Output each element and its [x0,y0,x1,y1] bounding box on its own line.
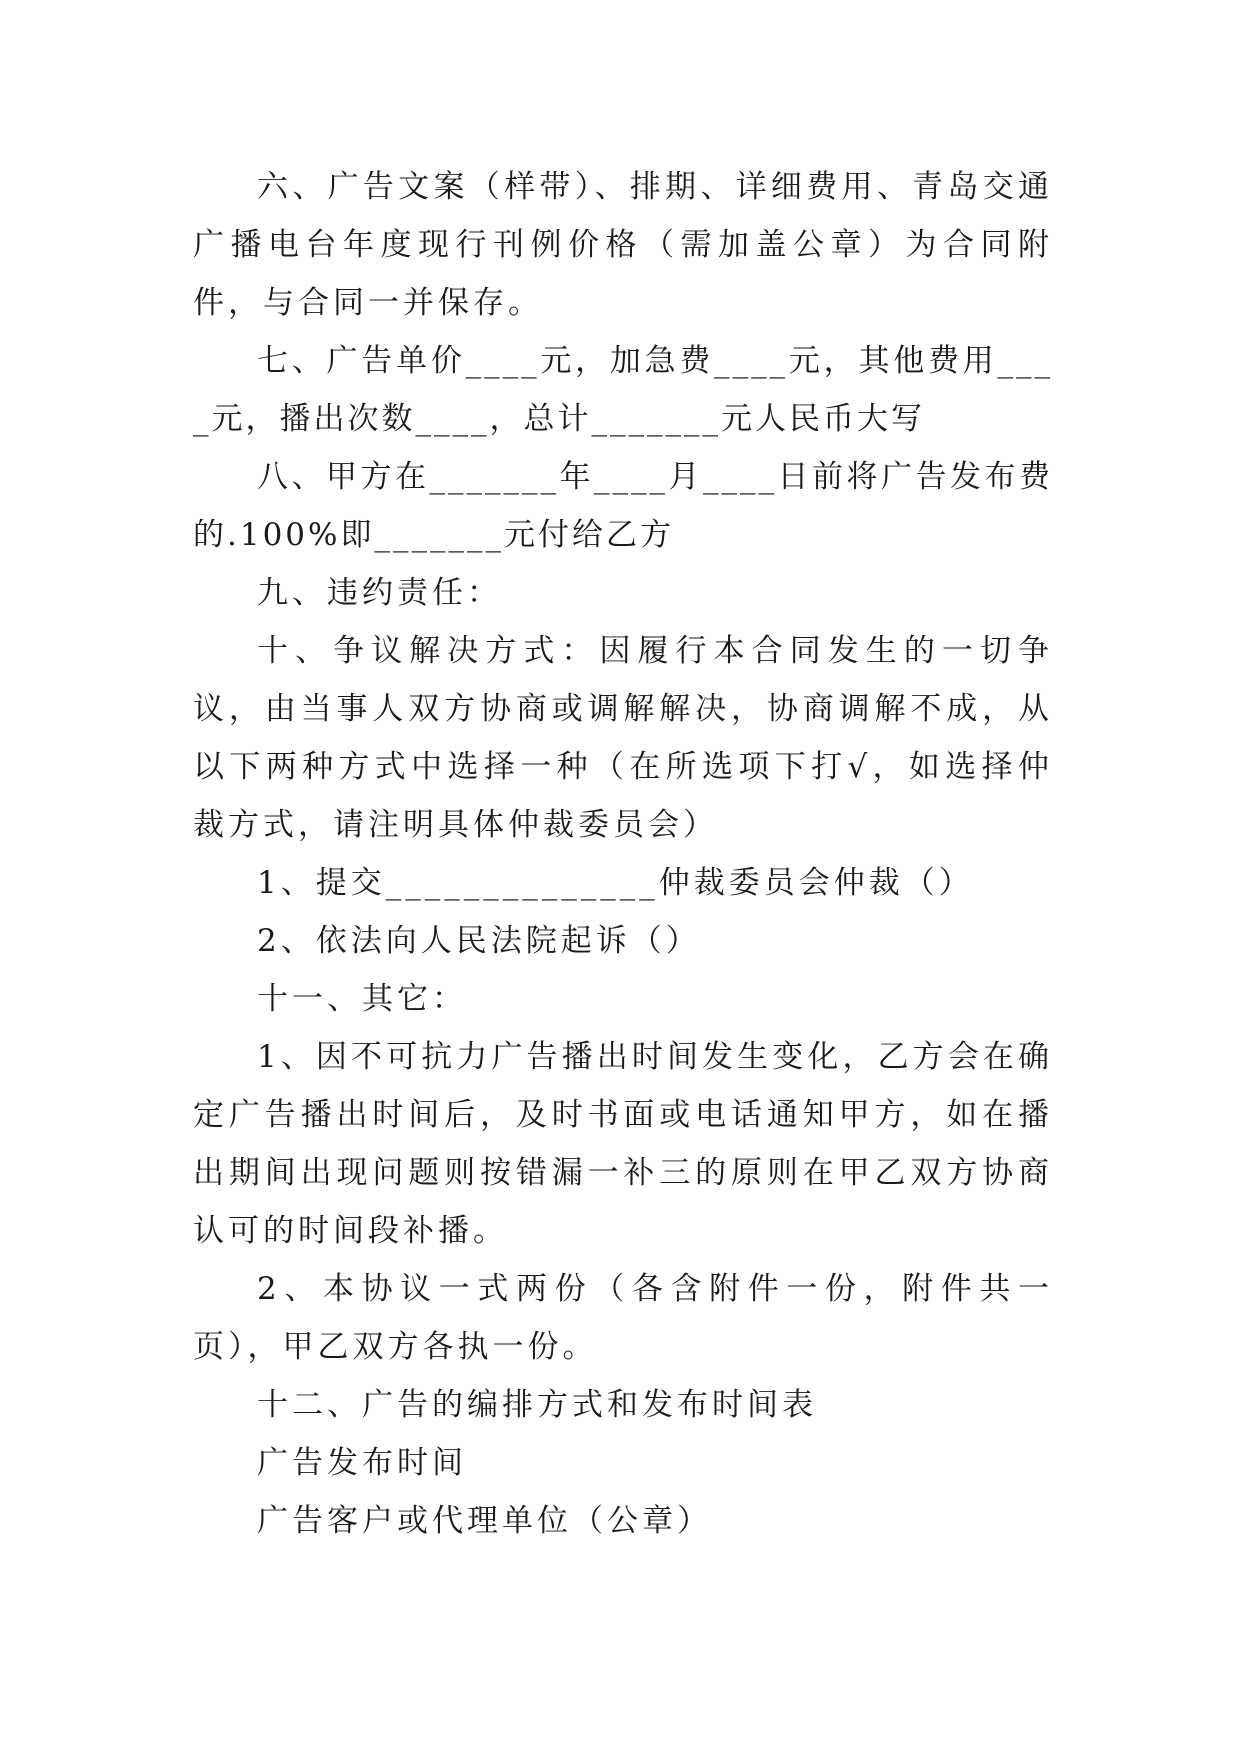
clause-12-heading: 十二、广告的编排方式和发布时间表 [257,1387,817,1423]
clause-10-paragraph: 十、争议解决方式：因履行本合同发生的一切争议，由当事人双方协商或调解解决，协商调解不成，从以下两种方式中选择一种（在所选项下打√，如选择仲裁方式，请注明具体仲裁委员会） [193,633,1053,843]
ad-client-seal-label: 广告客户或代理单位（公章） [257,1503,712,1539]
document-page [193,158,1053,1550]
clause-11-item-2: 2、本协议一式两份（各含附件一份，附件共一页），甲乙双方各执一份。 [193,1271,1053,1365]
ad-publish-time-label: 广告发布时间 [257,1445,467,1481]
clause-10-option-2: 2、依法向人民法院起诉（） [257,923,701,959]
clause-11-item-1: 1、因不可抗力广告播出时间发生变化，乙方会在确定广告播出时间后，及时书面或电话通知甲方，如在播出期间出现问题则按错漏一补三的原则在甲乙双方协商认可的时间段补播。 [193,1039,1053,1249]
clause-7-paragraph: 七、广告单价____元，加急费____元，其他费用____元，播出次数____，总计_______元人民币大写 [193,343,1053,437]
clause-11-heading: 十一、其它： [257,981,467,1017]
clause-10-option-1: 1、提交______________仲裁委员会仲裁（） [257,865,974,901]
clause-8-paragraph: 八、甲方在_______年____月____日前将广告发布费的.100%即_______元付给乙方 [193,459,1053,553]
clause-6-paragraph: 六、广告文案（样带）、排期、详细费用、青岛交通广播电台年度现行刊例价格（需加盖公章）为合同附件，与合同一并保存。 [193,169,1053,321]
clause-9-heading: 九、违约责任： [257,575,502,611]
